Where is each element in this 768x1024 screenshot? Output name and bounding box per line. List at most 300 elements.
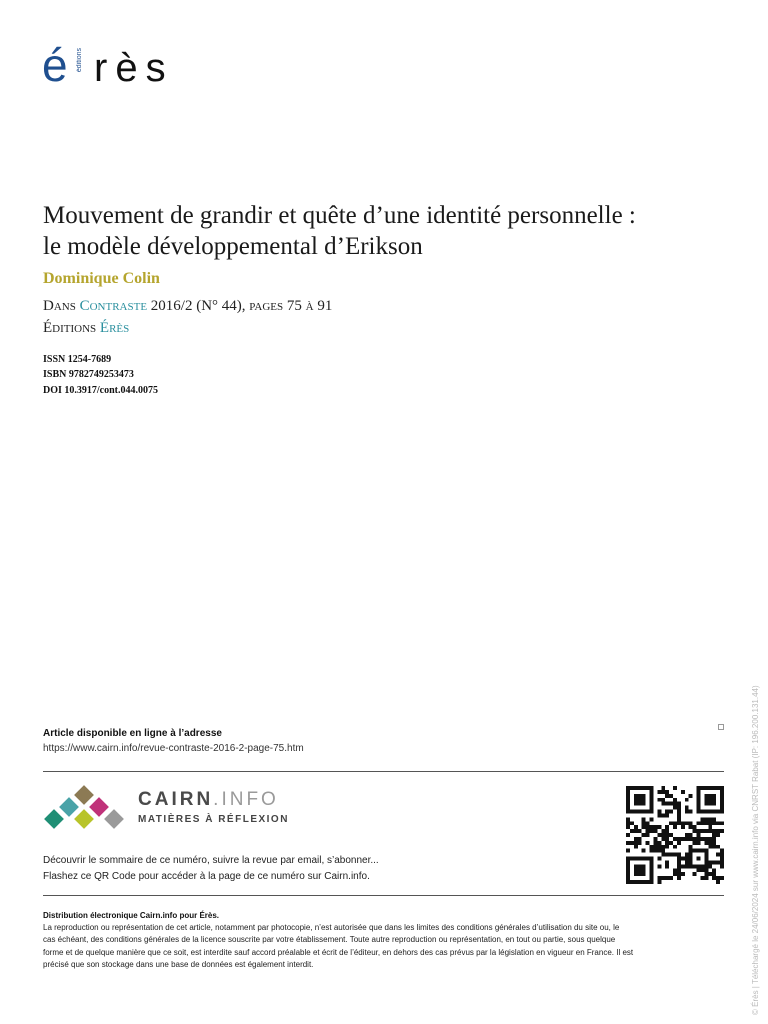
pages: pages 75 à 91 [249, 298, 333, 314]
qr-module [661, 786, 665, 790]
qr-module [677, 864, 681, 868]
qr-module [657, 798, 661, 802]
qr-module [634, 872, 638, 876]
qr-module [716, 845, 720, 849]
qr-module [626, 810, 630, 814]
legal-line-2: cas échéant, des conditions générales de la licence souscrite par votre établissement. Toute autre reproduction ou représentation, en tout ou partie, sous quelque [43, 935, 616, 945]
qr-module [634, 857, 638, 861]
qr-module [720, 794, 724, 798]
qr-module [677, 806, 681, 810]
qr-module [716, 876, 720, 880]
qr-module [677, 821, 681, 825]
qr-module [638, 794, 642, 798]
qr-module [650, 825, 654, 829]
qr-module [689, 837, 693, 841]
qr-module [693, 829, 697, 833]
qr-module [677, 860, 681, 864]
qr-module [634, 880, 638, 884]
qr-module [704, 860, 708, 864]
qr-module [677, 876, 681, 880]
qr-module [708, 786, 712, 790]
qr-module [700, 810, 704, 814]
qr-module [697, 821, 701, 825]
qr-module [642, 810, 646, 814]
qr-module [634, 825, 638, 829]
discover-text: Découvrir le sommaire de ce numéro, suivre la revue par email, s’abonner... [43, 855, 379, 866]
qr-module [708, 864, 712, 868]
qr-module [697, 802, 701, 806]
qr-module [638, 872, 642, 876]
qr-module [646, 786, 650, 790]
qr-module [677, 810, 681, 814]
qr-module [685, 833, 689, 837]
qr-module [681, 825, 685, 829]
qr-module [681, 837, 685, 841]
title-line-2: le modèle développemental d’Erikson [43, 233, 423, 260]
publisher-logo [42, 40, 192, 90]
qr-module [653, 845, 657, 849]
qr-module [689, 849, 693, 853]
qr-module [704, 876, 708, 880]
qr-module [716, 786, 720, 790]
qr-module [716, 810, 720, 814]
qr-module [642, 802, 646, 806]
qr-module [630, 821, 634, 825]
qr-module [720, 857, 724, 861]
qr-module [712, 868, 716, 872]
qr-module [665, 864, 669, 868]
qr-module [669, 802, 673, 806]
qr-module [634, 794, 638, 798]
qr-module [712, 798, 716, 802]
qr-module [626, 868, 630, 872]
qr-module [642, 821, 646, 825]
qr-module [626, 821, 630, 825]
qr-module [697, 790, 701, 794]
qr-module [634, 802, 638, 806]
qr-module [630, 810, 634, 814]
qr-module [677, 802, 681, 806]
qr-module [720, 802, 724, 806]
qr-module [669, 853, 673, 857]
qr-module [657, 810, 661, 814]
qr-module [626, 880, 630, 884]
qr-module [650, 864, 654, 868]
qr-module [685, 860, 689, 864]
qr-module [657, 825, 661, 829]
qr-module [681, 872, 685, 876]
qr-module [700, 817, 704, 821]
qr-module [685, 837, 689, 841]
qr-module [626, 857, 630, 861]
qr-module [626, 872, 630, 876]
qr-module [697, 794, 701, 798]
qr-module [693, 837, 697, 841]
cairn-diamond-logo-icon [42, 784, 132, 840]
small-square-mark [718, 724, 724, 730]
editions-prefix: Éditions [43, 320, 97, 336]
qr-module [657, 857, 661, 861]
qr-module [665, 813, 669, 817]
qr-module [626, 864, 630, 868]
qr-module [626, 798, 630, 802]
qr-module [677, 857, 681, 861]
qr-module [700, 837, 704, 841]
qr-module [661, 837, 665, 841]
qr-module [720, 860, 724, 864]
qr-module [653, 841, 657, 845]
qr-module [693, 841, 697, 845]
qr-module [708, 825, 712, 829]
qr-module [657, 864, 661, 868]
qr-module [665, 833, 669, 837]
qr-module [712, 829, 716, 833]
qr-module [685, 798, 689, 802]
qr-module [634, 868, 638, 872]
qr-module [712, 860, 716, 864]
legal-notice [43, 922, 723, 971]
qr-module [665, 845, 669, 849]
qr-module [681, 857, 685, 861]
qr-module [708, 845, 712, 849]
qr-module [646, 825, 650, 829]
qr-module [712, 872, 716, 876]
qr-module [712, 833, 716, 837]
qr-module [630, 829, 634, 833]
qr-module [689, 821, 693, 825]
qr-module [665, 841, 669, 845]
qr-module [634, 845, 638, 849]
cairn-diamond-grey [104, 809, 124, 829]
qr-module [716, 853, 720, 857]
qr-module [712, 786, 716, 790]
qr-module [712, 845, 716, 849]
qr-module [673, 853, 677, 857]
qr-module [661, 853, 665, 857]
qr-module [669, 876, 673, 880]
isbn: ISBN 9782749253473 [43, 369, 134, 380]
cairn-name-main: CAIRN [138, 789, 214, 810]
qr-module [650, 817, 654, 821]
qr-module [712, 817, 716, 821]
qr-module [646, 833, 650, 837]
qr-module [646, 857, 650, 861]
qr-module [693, 825, 697, 829]
qr-module [704, 794, 708, 798]
qr-module [661, 833, 665, 837]
qr-module [653, 849, 657, 853]
qr-module [697, 864, 701, 868]
qr-module [638, 786, 642, 790]
qr-module [720, 876, 724, 880]
qr-module [626, 786, 630, 790]
qr-module [634, 798, 638, 802]
qr-module [685, 821, 689, 825]
qr-module [630, 857, 634, 861]
qr-module [681, 864, 685, 868]
qr-module [704, 837, 708, 841]
qr-module [720, 798, 724, 802]
qr-module [657, 813, 661, 817]
qr-module [712, 841, 716, 845]
qr-module [630, 880, 634, 884]
qr-module [661, 790, 665, 794]
qr-module [638, 798, 642, 802]
qr-module [712, 802, 716, 806]
qr-module [634, 841, 638, 845]
qr-module [704, 872, 708, 876]
qr-module [716, 821, 720, 825]
qr-module [704, 817, 708, 821]
qr-module [700, 849, 704, 853]
qr-module [673, 868, 677, 872]
cairn-wordmark[interactable] [138, 789, 279, 811]
qr-module [642, 794, 646, 798]
qr-module [685, 806, 689, 810]
qr-module [720, 853, 724, 857]
qr-module [697, 868, 701, 872]
qr-module [700, 786, 704, 790]
issue: 2016/2 (N° 44), [150, 298, 246, 314]
qr-module [697, 857, 701, 861]
qr-module [638, 868, 642, 872]
qr-module [661, 829, 665, 833]
qr-code-icon[interactable] [626, 786, 724, 884]
divider-top [43, 771, 724, 772]
qr-module [650, 806, 654, 810]
qr-module [673, 798, 677, 802]
qr-module [716, 860, 720, 864]
qr-module [685, 853, 689, 857]
qr-module [700, 864, 704, 868]
qr-module [697, 806, 701, 810]
legal-line-4: précisé que son stockage dans une base de données est également interdit. [43, 959, 314, 969]
qr-module [693, 872, 697, 876]
availability-label: Article disponible en ligne à l’adresse [43, 728, 222, 739]
cairn-diamond-olive [74, 785, 94, 805]
flash-text: Flashez ce QR Code pour accéder à la page de ce numéro sur Cairn.info. [43, 871, 370, 882]
qr-module [697, 833, 701, 837]
qr-module [646, 880, 650, 884]
qr-module [650, 860, 654, 864]
qr-module [638, 841, 642, 845]
qr-module [716, 833, 720, 837]
qr-module [650, 829, 654, 833]
distribution-title: Distribution électronique Cairn.info pour Érès. [43, 911, 220, 920]
qr-module [638, 837, 642, 841]
qr-module [677, 817, 681, 821]
qr-module [720, 829, 724, 833]
qr-module [650, 794, 654, 798]
cairn-diamond-green [44, 809, 64, 829]
qr-module [689, 825, 693, 829]
qr-module [673, 845, 677, 849]
logo-editions-vertical: éditions [76, 48, 83, 73]
qr-module [642, 825, 646, 829]
cairn-diamond-pink [89, 797, 109, 817]
qr-module [704, 864, 708, 868]
qr-module [704, 853, 708, 857]
doi[interactable]: DOI 10.3917/cont.044.0075 [43, 385, 158, 396]
qr-module [650, 849, 654, 853]
qr-module [653, 837, 657, 841]
qr-module [642, 817, 646, 821]
qr-module [626, 825, 630, 829]
qr-module [704, 786, 708, 790]
qr-module [642, 786, 646, 790]
qr-module [697, 837, 701, 841]
cairn-name-suffix: .INFO [213, 789, 279, 810]
qr-module [657, 845, 661, 849]
qr-module [685, 864, 689, 868]
author[interactable]: Dominique Colin [43, 270, 160, 287]
qr-module [697, 786, 701, 790]
cairn-diamond-teal [59, 797, 79, 817]
qr-module [650, 802, 654, 806]
qr-module [642, 872, 646, 876]
qr-module [634, 829, 638, 833]
qr-module [689, 860, 693, 864]
qr-module [661, 813, 665, 817]
qr-module [642, 864, 646, 868]
qr-module [657, 841, 661, 845]
qr-module [626, 833, 630, 837]
qr-module [681, 790, 685, 794]
qr-module [720, 810, 724, 814]
qr-module [630, 841, 634, 845]
logo-initial: é [42, 39, 68, 91]
qr-module [638, 864, 642, 868]
journal-link[interactable]: Contraste [79, 298, 148, 314]
qr-module [673, 806, 677, 810]
qr-module [634, 810, 638, 814]
qr-module [665, 810, 669, 814]
qr-module [626, 841, 630, 845]
qr-module [673, 872, 677, 876]
qr-module [634, 864, 638, 868]
qr-module [650, 857, 654, 861]
qr-module [700, 829, 704, 833]
qr-module [708, 798, 712, 802]
qr-module [650, 868, 654, 872]
qr-module [689, 833, 693, 837]
qr-module [657, 849, 661, 853]
qr-module [669, 821, 673, 825]
qr-module [650, 872, 654, 876]
qr-module [626, 860, 630, 864]
qr-module [708, 821, 712, 825]
qr-module [693, 849, 697, 853]
qr-module [665, 794, 669, 798]
availability-url[interactable]: https://www.cairn.info/revue-contraste-2016-2-page-75.htm [43, 743, 304, 754]
qr-module [669, 794, 673, 798]
qr-module [720, 786, 724, 790]
qr-module [704, 829, 708, 833]
qr-module [708, 860, 712, 864]
qr-module [634, 786, 638, 790]
qr-module [665, 829, 669, 833]
qr-module [642, 857, 646, 861]
qr-module [681, 821, 685, 825]
qr-module [704, 841, 708, 845]
qr-module [720, 849, 724, 853]
article-title [43, 200, 743, 262]
qr-module [677, 872, 681, 876]
qr-module [677, 868, 681, 872]
qr-module [704, 798, 708, 802]
qr-module [646, 829, 650, 833]
qr-module [685, 810, 689, 814]
qr-module [708, 810, 712, 814]
qr-module [689, 853, 693, 857]
qr-module [704, 849, 708, 853]
qr-module [634, 837, 638, 841]
qr-module [630, 786, 634, 790]
qr-module [697, 798, 701, 802]
qr-module [704, 802, 708, 806]
qr-module [708, 794, 712, 798]
qr-module [716, 880, 720, 884]
qr-module [712, 837, 716, 841]
qr-module [704, 857, 708, 861]
qr-module [677, 813, 681, 817]
qr-module [650, 798, 654, 802]
qr-module [661, 849, 665, 853]
qr-module [642, 849, 646, 853]
publisher-link[interactable]: Érès [99, 320, 130, 336]
qr-module [697, 841, 701, 845]
qr-module [700, 821, 704, 825]
qr-module [665, 860, 669, 864]
qr-module [673, 825, 677, 829]
qr-module [650, 790, 654, 794]
qr-module [626, 802, 630, 806]
qr-module [657, 876, 661, 880]
qr-module [653, 829, 657, 833]
qr-module [650, 876, 654, 880]
qr-module [626, 806, 630, 810]
qr-module [642, 868, 646, 872]
qr-module [712, 821, 716, 825]
qr-module [653, 825, 657, 829]
qr-module [704, 821, 708, 825]
qr-module [677, 841, 681, 845]
qr-module [650, 810, 654, 814]
qr-module [677, 853, 681, 857]
cairn-diamond-lime [74, 809, 94, 829]
qr-module [665, 802, 669, 806]
download-watermark: © Érès | Téléchargé le 24/06/2024 sur www.cairn.info via CNRST Rabat (IP: 196.200.131.44) [751, 685, 760, 1015]
qr-module [638, 857, 642, 861]
qr-module [657, 833, 661, 837]
qr-module [712, 810, 716, 814]
legal-line-3: forme et de quelque manière que ce soit, est interdite sauf accord préalable et écrit de l’éditeur, en dehors des cas prévus par la législation en vigueur en France. Il est [43, 947, 634, 957]
qr-module [642, 798, 646, 802]
qr-module [673, 821, 677, 825]
editions-line [43, 320, 129, 337]
qr-module [657, 790, 661, 794]
qr-module [708, 817, 712, 821]
qr-module [689, 864, 693, 868]
qr-module [650, 845, 654, 849]
qr-module [708, 829, 712, 833]
qr-module [689, 845, 693, 849]
qr-module [716, 829, 720, 833]
qr-module [720, 806, 724, 810]
qr-module [626, 794, 630, 798]
qr-module [650, 786, 654, 790]
cairn-tagline: MATIÈRES À RÉFLEXION [138, 814, 289, 825]
